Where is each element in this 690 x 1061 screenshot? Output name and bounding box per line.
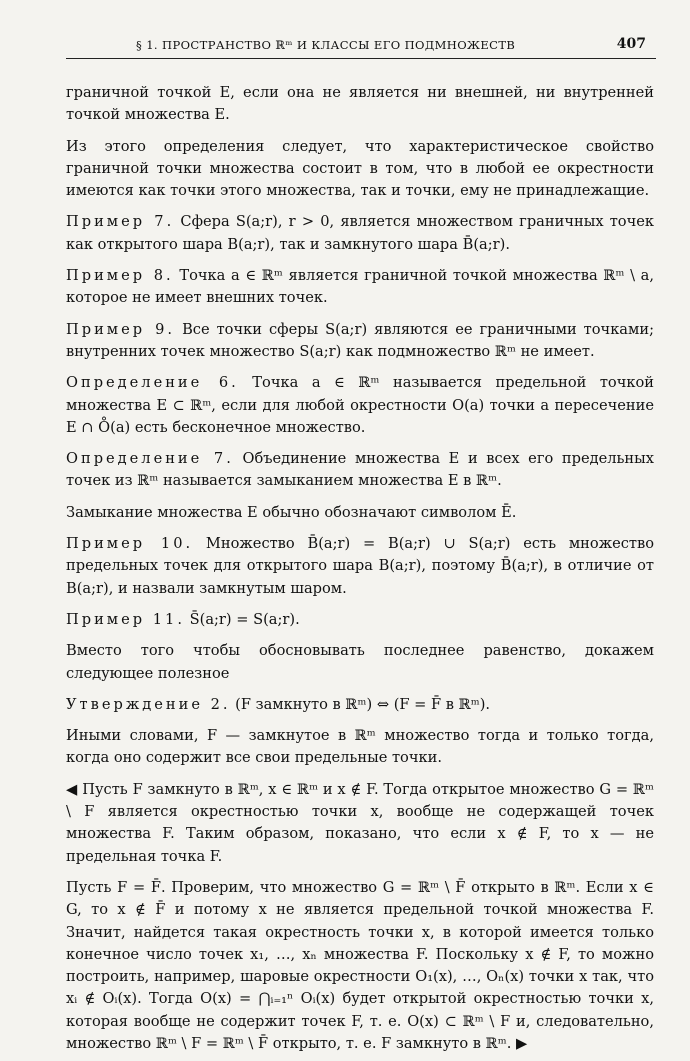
paragraph bbox=[66, 533, 654, 600]
paragraph bbox=[66, 319, 654, 364]
paragraph bbox=[66, 82, 654, 127]
paragraph bbox=[66, 877, 654, 1055]
paragraph-text: Из этого определения следует, что характеристическое свойство граничной точки множества состоит в том, что в любой ее окрестности имеются как точки этого множества, так и точки, ему не принадлежащие. bbox=[66, 137, 654, 200]
paragraph-lead: Пример 7. bbox=[66, 213, 175, 231]
paragraph bbox=[66, 372, 654, 439]
running-header bbox=[66, 30, 656, 59]
paragraph-text: Вместо того чтобы обосновывать последнее равенство, докажем следующее полезное bbox=[66, 642, 654, 682]
paragraph-text: Точка a ∈ ℝᵐ является граничной точкой множества ℝᵐ \ a, которое не имеет внешних точек. bbox=[66, 267, 654, 307]
paragraph-lead: Пример 11. bbox=[66, 610, 185, 628]
paragraph-text: S̄(a;r) = S(a;r). bbox=[189, 610, 300, 628]
paragraph-text: Иными словами, F — замкнутое в ℝᵐ множество тогда и только тогда, когда оно содержит все свои предельные точки. bbox=[66, 727, 654, 767]
paragraph bbox=[66, 136, 654, 203]
paragraph bbox=[66, 502, 654, 524]
paragraph bbox=[66, 448, 654, 493]
page-body bbox=[66, 82, 654, 1061]
paragraph bbox=[66, 211, 654, 256]
paragraph bbox=[66, 609, 654, 631]
paragraph bbox=[66, 640, 654, 685]
paragraph-text: Сфера S(a;r), r > 0, является множеством граничных точек как открытого шара B(a;r), так и замкнутого шара B̄(a;r). bbox=[66, 213, 654, 253]
page-number: 407 bbox=[616, 36, 646, 52]
paragraph-text: ◀ Пусть F замкнуто в ℝᵐ, x ∈ ℝᵐ и x ∉ F. Тогда открытое множество G = ℝᵐ \ F является окрестностью точки x, вообще не содержащей точек множества F. Таким образом, показано, что если x ∉ F, то x — не предельная точка F. bbox=[66, 780, 654, 865]
paragraph bbox=[66, 725, 654, 770]
paragraph-lead: Определение 7. bbox=[66, 450, 234, 468]
paragraph-lead: Определение 6. bbox=[66, 374, 239, 392]
paragraph-lead: Пример 10. bbox=[66, 535, 194, 553]
paragraph-text: Все точки сферы S(a;r) являются ее граничными точками; внутренних точек множество S(a;r) как подмножество ℝᵐ не имеет. bbox=[66, 320, 655, 360]
paragraph-text: Точка a ∈ ℝᵐ называется предельной точкой множества E ⊂ ℝᵐ, если для любой окрестности O(a) точки a пересечение E ∩ O̊(a) есть бесконечное множество. bbox=[66, 374, 655, 436]
paragraph bbox=[66, 779, 654, 868]
paragraph-text: (F замкнуто в ℝᵐ) ⇔ (F = F̄ в ℝᵐ). bbox=[235, 695, 491, 713]
paragraph-lead: Пример 9. bbox=[66, 320, 176, 338]
paragraph bbox=[66, 694, 654, 716]
paragraph-text: Пусть F = F̄. Проверим, что множество G = ℝᵐ \ F̄ открыто в ℝᵐ. Если x ∈ G, то x ∉ F̄ и потому x не является предельной точкой множества F. Значит, найдется такая окрестность точки x, в которой имеется только конечное число точек x₁, …, xₙ множества F. Поскольку x ∉ F, то можно построить, например, шаровые окрестности O₁(x), …, Oₙ(x) точки x так, что xᵢ ∉ Oᵢ(x). Тогда O(x) = ⋂ᵢ₌₁ⁿ Oᵢ(x) будет открытой окрестностью точки x, которая вообще не содержит точек F, т. е. O(x) ⊂ ℝᵐ \ F и, следовательно, множество ℝᵐ \ F = ℝᵐ \ F̄ открыто, т. е. F замкнуто в ℝᵐ. ▶ bbox=[66, 878, 654, 1052]
paragraph bbox=[66, 265, 654, 310]
paragraph-lead: Пример 8. bbox=[66, 267, 174, 285]
paragraph-text: граничной точкой E, если она не является ни внешней, ни внутренней точкой множества E. bbox=[66, 84, 654, 124]
running-head-title: § 1. ПРОСТРАНСТВО ℝᵐ И КЛАССЫ ЕГО ПОДМНОЖЕСТВ bbox=[136, 38, 516, 52]
paragraph-text: Замыкание множества E обычно обозначают символом Ē. bbox=[66, 503, 517, 521]
paragraph-text: Объединение множества E и всех его предельных точек из ℝᵐ называется замыканием множества E в ℝᵐ. bbox=[66, 450, 654, 490]
paragraph-text: Множество B̄(a;r) = B(a;r) ∪ S(a;r) есть множество предельных точек для открытого шара B(a;r), поэтому B̄(a;r), в отличие от B(a;r), и назвали замкнутым шаром. bbox=[66, 535, 655, 597]
paragraph-lead: Утверждение 2. bbox=[66, 695, 231, 713]
